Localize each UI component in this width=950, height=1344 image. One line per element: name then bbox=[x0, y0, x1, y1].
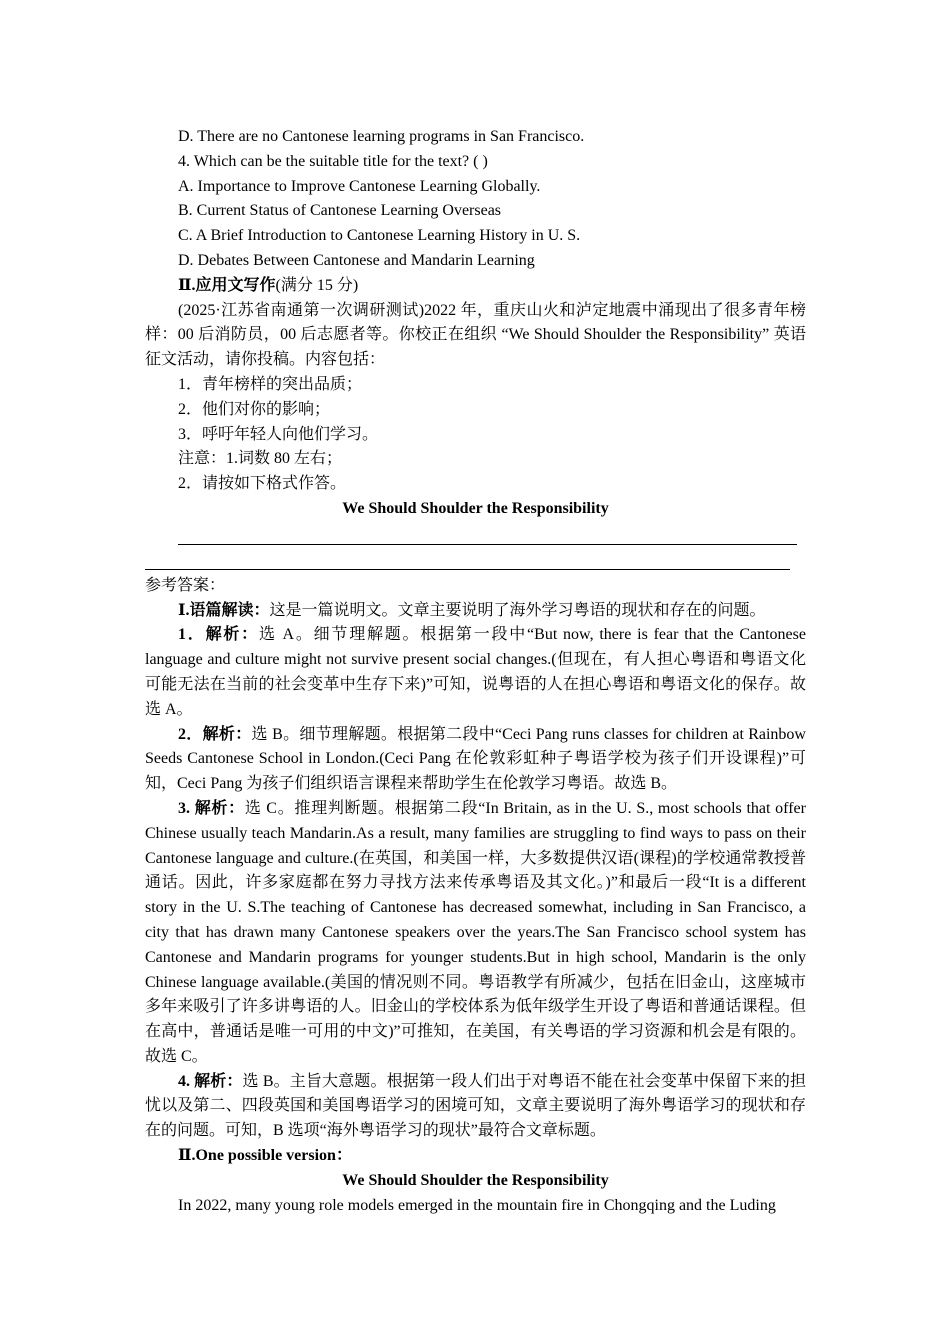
q4-option-b: B. Current Status of Cantonese Learning Overseas bbox=[178, 202, 502, 220]
answer-1-label: 1．解析： bbox=[178, 626, 259, 644]
writing-score: (满分 15 分) bbox=[275, 276, 359, 294]
answer-4-text: 选 B。主旨大意题。根据第一段人们出于对粤语不能在社会变革中保留下来的担忧以及第二、四段英国和美国粤语学习的困境可知，文章主要说明了海外粤语学习的现状和存在的问题。可知，B 选项“海外粤语学习的现状”最符合文章标题。 bbox=[145, 1072, 806, 1140]
document-content bbox=[145, 125, 806, 1218]
writing-point-2: 2．他们对你的影响； bbox=[178, 400, 331, 418]
answer-3 bbox=[145, 797, 806, 1070]
writing-note-1: 注意：1.词数 80 左右； bbox=[178, 450, 343, 468]
answer-line-1 bbox=[178, 544, 797, 545]
reading-summary bbox=[145, 599, 806, 624]
reading-summary-label: Ⅰ.语篇解读： bbox=[178, 601, 270, 619]
writing-heading bbox=[145, 274, 806, 299]
reading-summary-text: 这是一篇说明文。文章主要说明了海外学习粤语的现状和存在的问题。 bbox=[269, 601, 766, 619]
answer-2-text: 选 B。细节理解题。根据第二段中“Ceci Pang runs classes for children at Rainbow Seeds Cantonese School in London.(Ceci Pang 在伦敦彩虹种子粤语学校为孩子们开设课程)”可知，Ceci Pang 为孩子们组织语言课程来帮助学生在伦敦学习粤语。故选 B。 bbox=[145, 725, 806, 793]
answer-3-label: 3. 解析： bbox=[178, 799, 245, 817]
answer-4-label: 4. 解析： bbox=[178, 1072, 243, 1090]
essay-title: We Should Shoulder the Responsibility bbox=[342, 499, 609, 517]
version-title: We Should Shoulder the Responsibility bbox=[342, 1171, 609, 1189]
answer-2 bbox=[145, 723, 806, 797]
writing-point-3: 3．呼吁年轻人向他们学习。 bbox=[178, 425, 379, 443]
writing-note-2: 2．请按如下格式作答。 bbox=[178, 475, 347, 493]
writing-heading-label: Ⅱ.应用文写作 bbox=[178, 276, 276, 294]
q4-stem: 4. Which can be the suitable title for the text? ( ) bbox=[178, 152, 488, 170]
version-text: In 2022, many young role models emerged in the mountain fire in Chongqing and the Luding bbox=[178, 1196, 776, 1214]
writing-prompt: (2025·江苏省南通第一次调研测试)2022 年，重庆山火和泸定地震中涌现出了很多青年榜样：00 后消防员，00 后志愿者等。你校正在组织 “We Should Shoulder the Responsibility” 英语征文活动，请你投稿。内容包括： bbox=[145, 301, 806, 369]
answers-header: 参考答案： bbox=[145, 576, 226, 594]
q4-option-d: D. Debates Between Cantonese and Mandarin Learning bbox=[178, 251, 535, 269]
answer-line-2 bbox=[145, 569, 790, 570]
q4-option-a: A. Importance to Improve Cantonese Learning Globally. bbox=[178, 177, 541, 195]
possible-version-label: Ⅱ.One possible version： bbox=[178, 1147, 352, 1165]
writing-point-1: 1．青年榜样的突出品质； bbox=[178, 375, 363, 393]
answer-2-label: 2．解析： bbox=[178, 725, 252, 743]
answer-1 bbox=[145, 623, 806, 722]
q4-option-c: C. A Brief Introduction to Cantonese Learning History in U. S. bbox=[178, 227, 581, 245]
answer-1-text: 选 A。细节理解题。根据第一段中“But now, there is fear that the Cantonese language and culture might not survive present social changes.(但现在，有人担心粤语和粤语文化可能无法在当前的社会变革中生存下来)”可知，说粤语的人在担心粤语和粤语文化的保存。故选 A。 bbox=[145, 626, 806, 718]
q3-option-d: D. There are no Cantonese learning programs in San Francisco. bbox=[178, 128, 585, 145]
answer-4 bbox=[145, 1070, 806, 1144]
answer-3-text: 选 C。推理判断题。根据第二段“In Britain, as in the U. S., most schools that offer Chinese usually teach Mandarin.As a result, many families are struggling to find ways to pass on their Cantonese language and culture.(在英国，和美国一样，大多数提供汉语(课程)的学校通常教授普通话。因此，许多家庭都在努力寻找方法来传承粤语及其文化。)”和最后一段“It is a different story in the U. S.The teaching of Cantonese has decreased somewhat, including in San Francisco, a city that has drawn many Cantonese speakers over the years.The San Francisco school system has Cantonese and Mandarin programs for younger students.But in high school, Mandarin is the only Chinese language available.(美国的情况则不同。粤语教学有所减少，包括在旧金山，这座城市多年来吸引了许多讲粤语的人。旧金山的学校体系为低年级学生开设了粤语和普通话课程。但在高中，普通话是唯一可用的中文)”可推知，在美国，有关粤语的学习资源和机会是有限的。故选 C。 bbox=[145, 799, 806, 1065]
